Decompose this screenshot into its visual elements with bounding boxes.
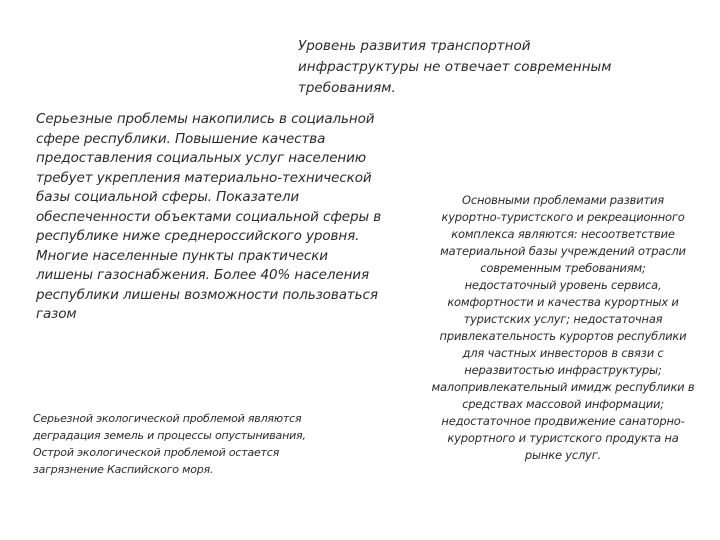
ecology-text: Серьезной экологической проблемой являются деградация земель и процессы опустынивания, Острой экологической проблемой остается загрязнение Каспийского моря. bbox=[33, 412, 306, 476]
transport-infrastructure-text: Уровень развития транспортной инфраструктуры не отвечает современным требованиям. bbox=[298, 38, 612, 96]
social-sphere-text: Серьезные проблемы накопились в социальной сфере республики. Повышение качества предоставления социальных услуг населению требует укрепления материально-технической базы социальной сферы. Показатели обеспеченности объектами социальной сферы в республике ниже среднероссийского уровня. Многие населенные пункты практически лишены газоснабжения. Более 40% населения республики лишены возможности пользоваться газом bbox=[36, 111, 382, 322]
tourism-problems-text: Основными проблемами развития курортно-туристского и рекреационного комплекса являются: несоответствие материальной базы учреждений отрасли современным требованиям; недостаточный уровень сервиса, комфортности и качества курортных и туристских услуг; недостаточная привлекательность курортов республики для частных инвесторов в связи с неразвитостью инфраструктуры; малопривлекательный имидж республики в средствах массовой информации; недостаточное продвижение санаторно- курортного и туристского продукта на рынке услуг. bbox=[431, 193, 695, 462]
